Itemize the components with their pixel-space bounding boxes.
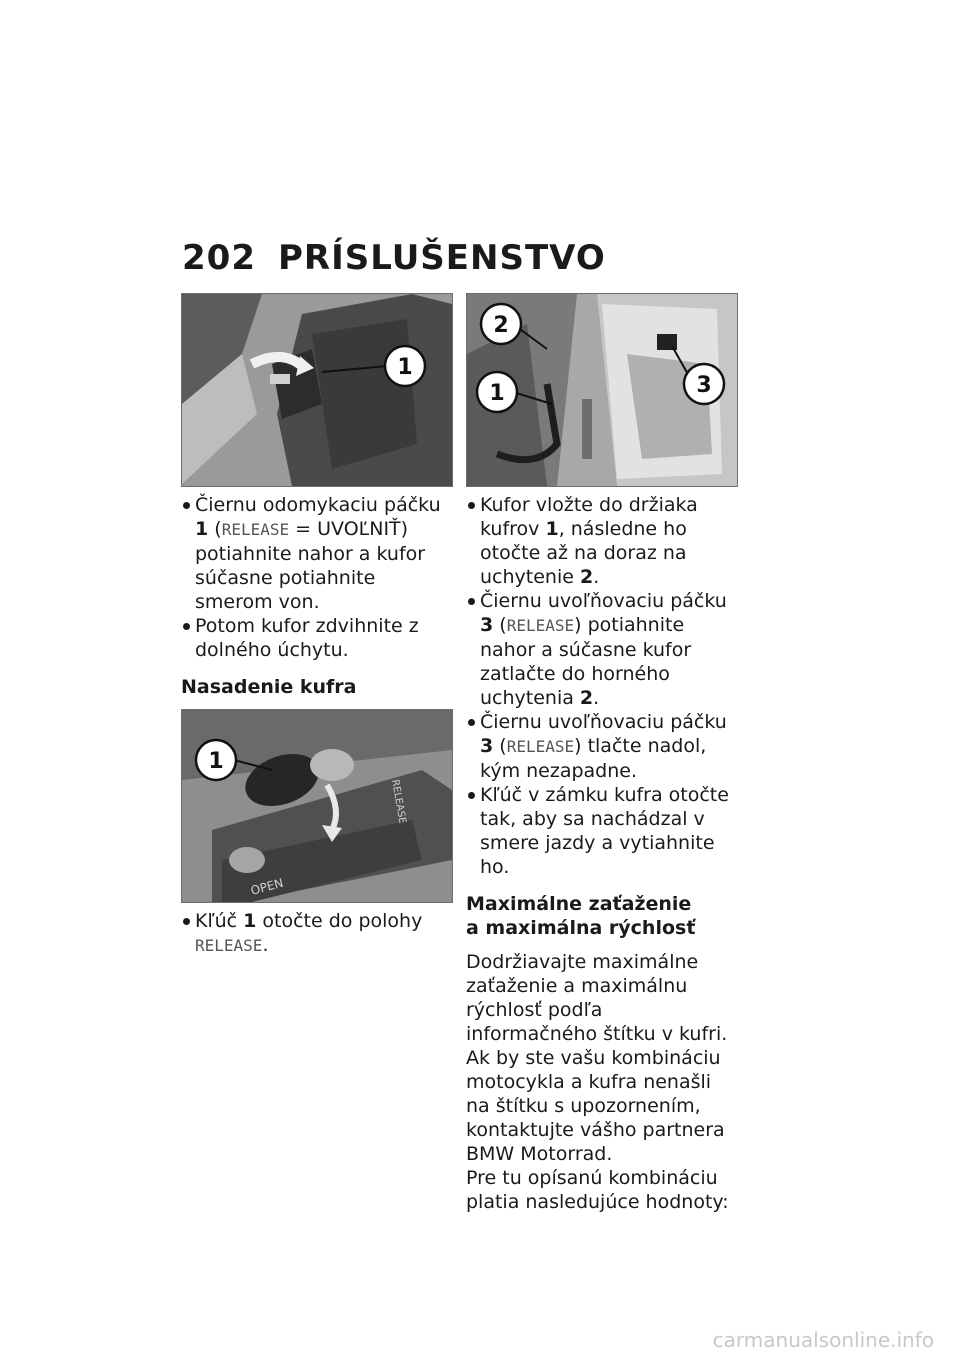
left-column [181, 293, 453, 958]
callout-3 [684, 364, 724, 404]
callout-1 [196, 740, 236, 780]
svg-text:OPEN: OPEN [249, 875, 285, 898]
photo-key-lock [181, 709, 453, 903]
section-heading-max-load: Maximálne zaťaženie a maximálna rýchlosť [466, 893, 696, 939]
paragraph: Dodržiavajte maximálne zaťaženie a maximálnu rýchlosť podľa informačného štítku v kufri. [466, 951, 728, 1045]
list-item: Potom kufor zdvihnite z dolného úchytu. [181, 614, 453, 662]
svg-text:1: 1 [489, 381, 505, 406]
list-item: Čiernu uvoľňovaciu páčku 3 (RELEASE) potiahnite nahor a súčasne kufor zatlačte do horného uchytenia 2. [466, 589, 738, 710]
photo-case-holder [466, 293, 738, 487]
list-item: Kľúč v zámku kufra otočte tak, aby sa nachádzal v smere jazdy a vytiahnite ho. [466, 783, 738, 879]
removal-steps [181, 493, 453, 662]
page-number: 202 [182, 238, 256, 278]
section-heading-mounting: Nasadenie kufra [181, 676, 357, 698]
list-item: Kufor vložte do držiaka kufrov 1, následne ho otočte až na doraz na uchytenie 2. [466, 493, 738, 589]
callout-1 [477, 372, 517, 412]
list-item: Kľúč 1 otočte do polohy RELEASE. [181, 909, 453, 958]
page-title: PRÍSLUŠENSTVO [278, 238, 606, 278]
svg-text:1: 1 [397, 355, 413, 380]
callout-1 [385, 346, 425, 386]
mounting-steps-continued [466, 493, 738, 879]
right-column [466, 293, 738, 1214]
watermark: carmanualsonline.info [712, 1328, 934, 1352]
paragraph: Pre tu opísanú kombináciu platia nasledujúce hodnoty: [466, 1167, 729, 1213]
svg-text:1: 1 [208, 749, 224, 774]
svg-text:2: 2 [493, 313, 509, 338]
svg-text:RELEASE: RELEASE [389, 778, 408, 825]
list-item: Čiernu uvoľňovaciu páčku 3 (RELEASE) tlačte nadol, kým nezapadne. [466, 710, 738, 783]
photo-case-removal [181, 293, 453, 487]
paragraph: Ak by ste vašu kombináciu motocykla a kufra nenašli na štítku s upozornením, kontaktujte vášho partnera BMW Motorrad. [466, 1047, 725, 1165]
svg-text:3: 3 [696, 373, 712, 398]
mounting-steps [181, 909, 453, 958]
callout-2 [481, 304, 521, 344]
list-item: Čiernu odomykaciu páčku 1 (RELEASE = UVOĽNIŤ) potiahnite nahor a kufor súčasne potiahnite smerom von. [181, 493, 453, 614]
page-header [182, 238, 606, 278]
